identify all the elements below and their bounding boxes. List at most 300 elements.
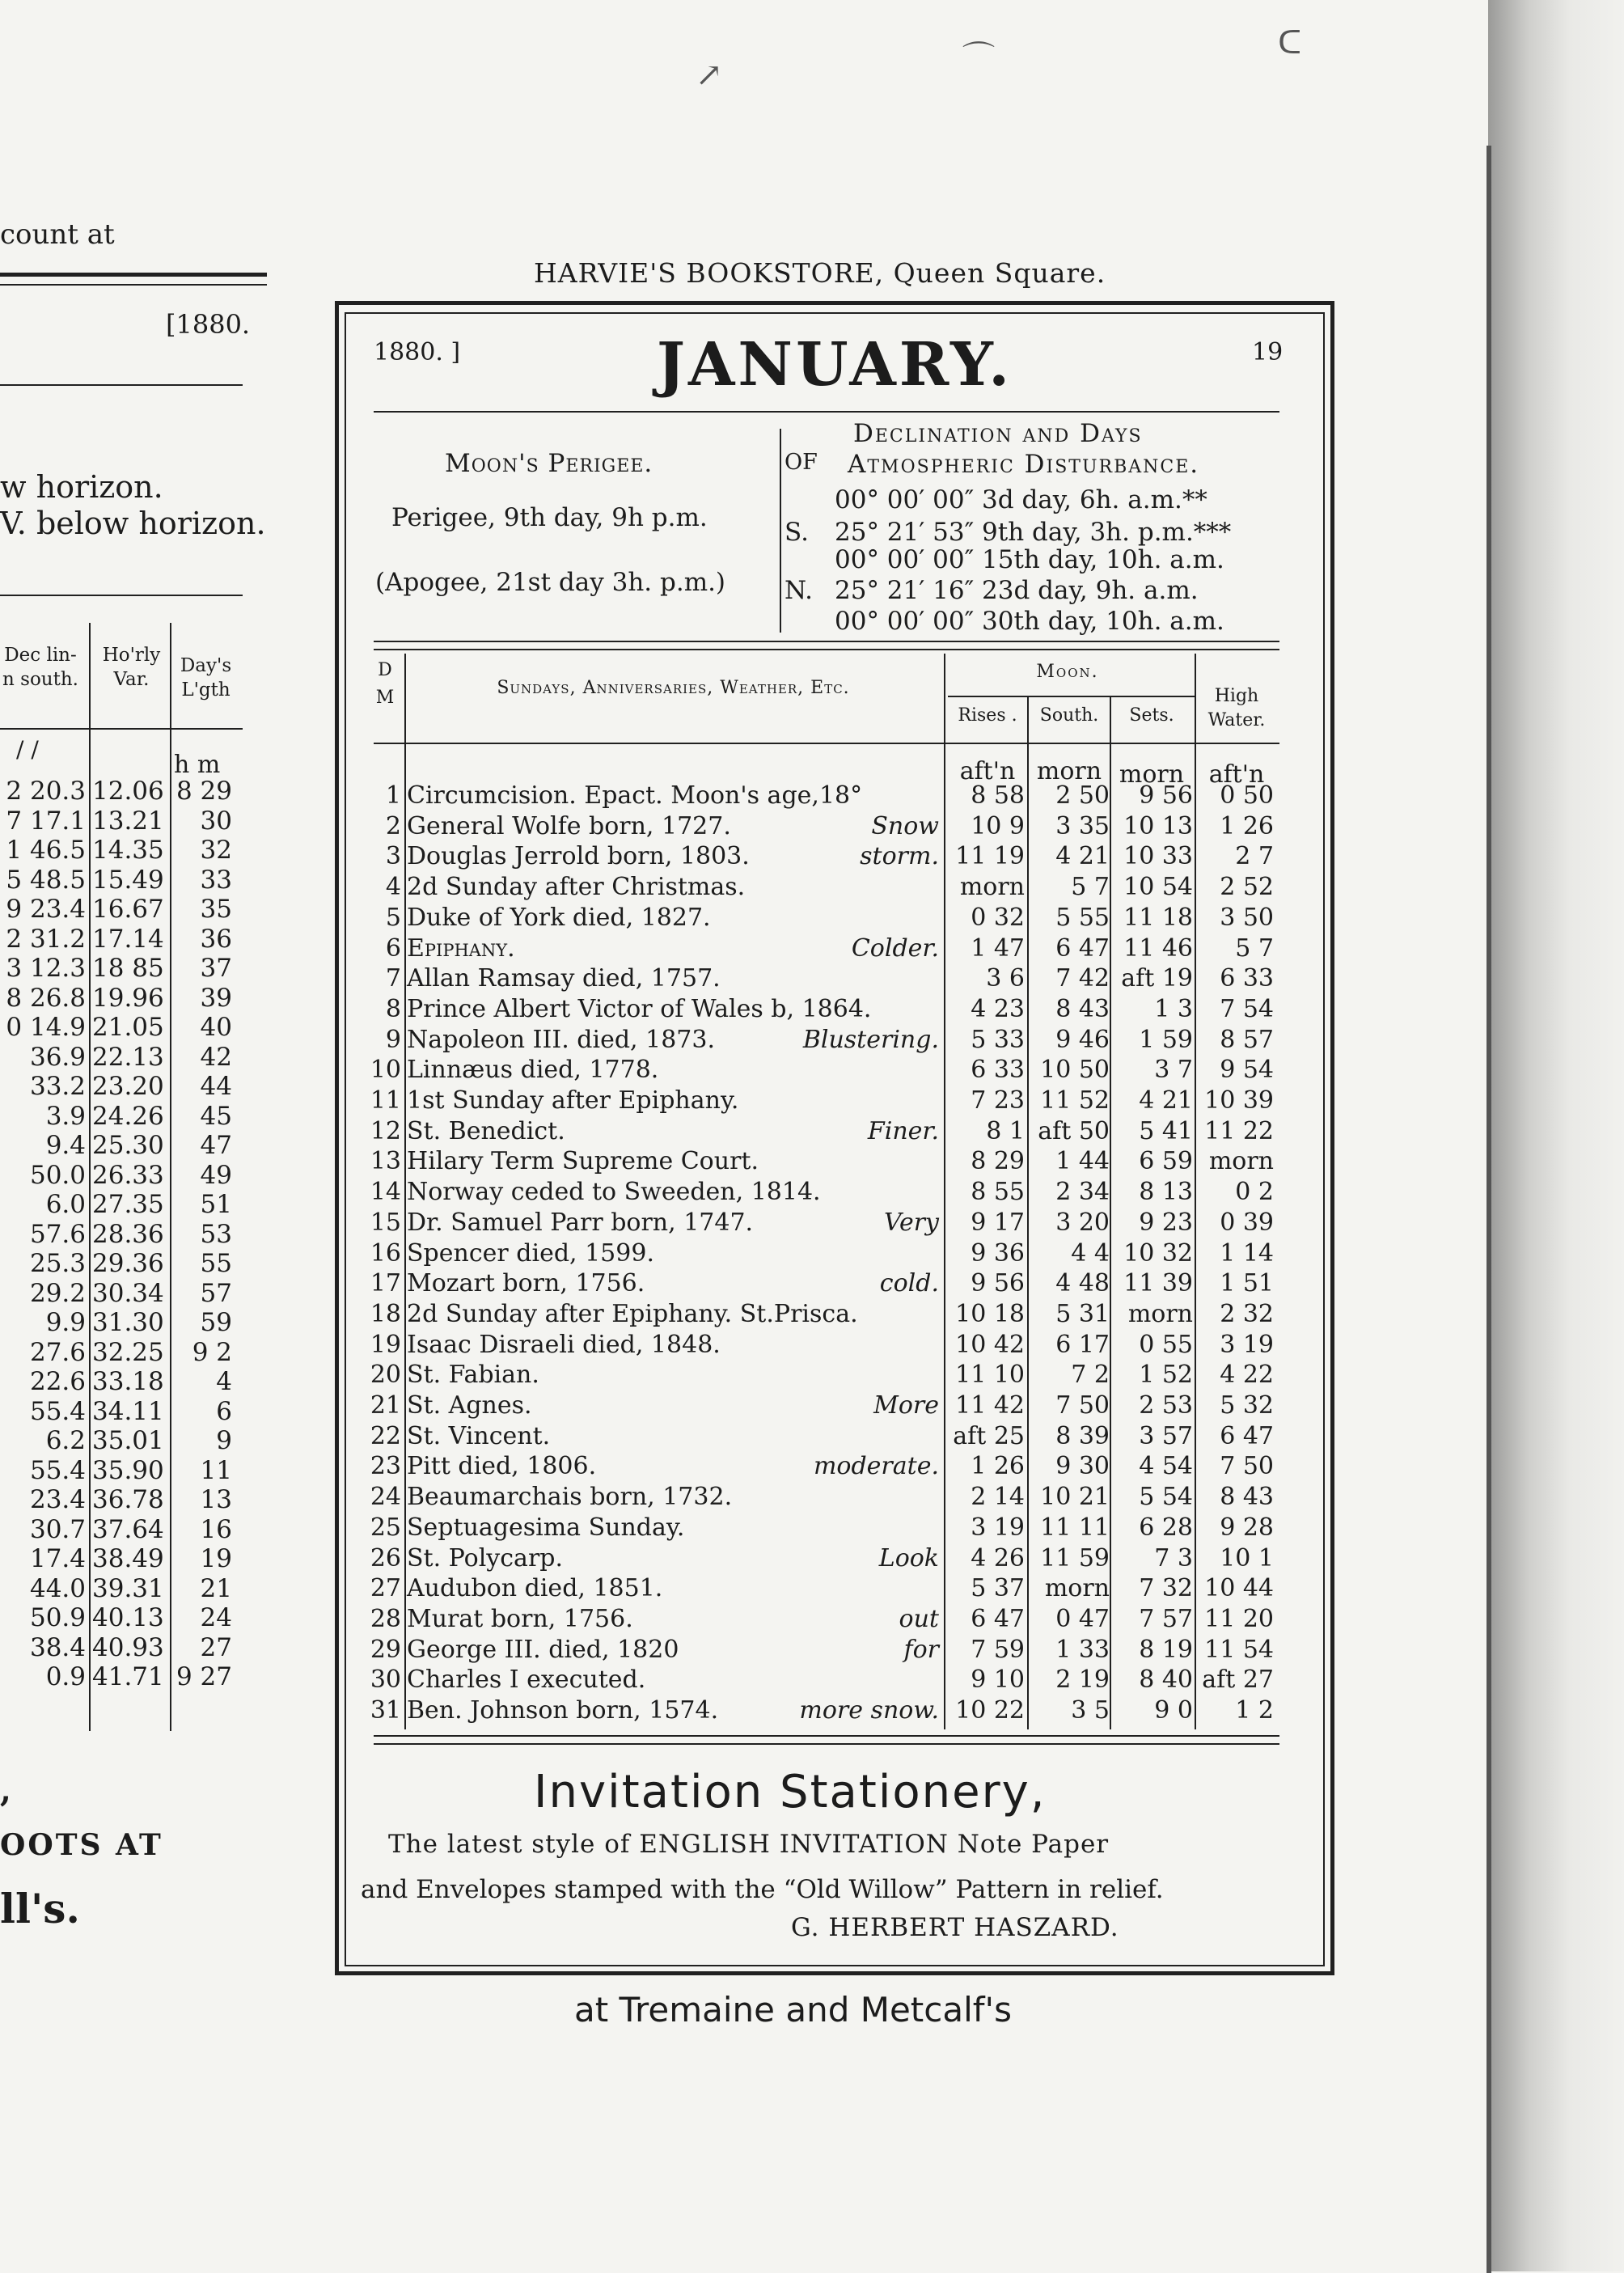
event-text: St. Vincent.: [407, 1421, 551, 1450]
calendar-row: [0, 1331, 1624, 1361]
day-number: 18: [370, 1299, 401, 1328]
moon-sets: 6 28: [1139, 1513, 1193, 1542]
moon-south: 8 39: [1055, 1421, 1110, 1450]
high-water: 10 1: [1220, 1543, 1274, 1572]
moon-south: aft 50: [1038, 1116, 1110, 1145]
weather-note: Colder.: [851, 933, 939, 963]
speck-mark: ↗: [696, 57, 723, 94]
left-days-value: 42: [200, 1042, 232, 1072]
left-days-value: 19: [200, 1544, 232, 1573]
calendar-row: [0, 781, 1624, 812]
weather-note: Very: [884, 1208, 939, 1237]
calendar-row: [0, 1208, 1624, 1239]
moon-sets: morn: [1127, 1299, 1193, 1328]
left-header-rule: [0, 384, 243, 386]
event-text: Beaumarchais born, 1732.: [407, 1483, 733, 1512]
left-days-value: 55: [200, 1249, 232, 1278]
calendar-row: [0, 1696, 1624, 1727]
moon-rises: 5 37: [971, 1574, 1025, 1603]
event-text: St. Fabian.: [407, 1361, 539, 1390]
moon-rises: 7 23: [971, 1086, 1025, 1115]
high-water: 11 20: [1204, 1604, 1274, 1633]
event-text: Hilary Term Supreme Court.: [407, 1147, 759, 1176]
calendar-row: [0, 1178, 1624, 1208]
col-header-high-water: High Water.: [1207, 686, 1266, 730]
day-number: 21: [370, 1391, 401, 1420]
left-decl-value: 33.2: [29, 1072, 86, 1101]
left-hourly-value: 26.33: [92, 1160, 164, 1190]
moon-south: 4 4: [1071, 1238, 1110, 1268]
left-days-value: 39: [200, 983, 232, 1013]
moon-sets: 1 52: [1139, 1361, 1193, 1390]
moon-rises: 3 19: [971, 1513, 1025, 1542]
event-text: Norway ceded to Sweeden, 1814.: [407, 1178, 821, 1207]
moon-rises: 1 47: [971, 933, 1025, 963]
high-water: 6 47: [1220, 1421, 1274, 1450]
left-decl-value: 17.4: [29, 1544, 86, 1573]
moon-south: 5 55: [1055, 903, 1110, 932]
moon-south: 7 2: [1071, 1361, 1110, 1390]
declination-line: 00° 00′ 00″ 30th day, 10h. a.m.: [835, 607, 1224, 636]
calendar-row: [0, 1574, 1624, 1605]
speck-mark: ᑕ: [1278, 24, 1302, 61]
moon-south: 11 52: [1040, 1086, 1110, 1115]
high-water: 3 19: [1220, 1330, 1274, 1359]
left-days-value: 6: [216, 1396, 232, 1426]
moon-rises: 9 36: [971, 1238, 1025, 1268]
left-col-header-days: Day's L'gth: [180, 655, 232, 701]
declination-line: 25° 21′ 53″ 9th day, 3h. p.m.***: [835, 518, 1232, 547]
calendar-row: [0, 1300, 1624, 1331]
event-text: Ben. Johnson born, 1574.: [407, 1696, 719, 1725]
high-water: 1 51: [1220, 1269, 1274, 1298]
day-number: 30: [370, 1666, 401, 1695]
info-divider: [780, 429, 781, 633]
high-water: 0 2: [1235, 1178, 1274, 1207]
event-text: Duke of York died, 1827.: [407, 903, 711, 932]
high-water: 3 50: [1220, 903, 1274, 932]
day-number: 9: [385, 1025, 401, 1054]
left-decl-value: 6.2: [45, 1426, 86, 1455]
left-decl-value: 23.4: [29, 1485, 86, 1514]
event-text: 1st Sunday after Epiphany.: [407, 1086, 739, 1115]
moon-sets: 10 33: [1123, 842, 1193, 871]
moon-sets: 5 54: [1139, 1483, 1193, 1512]
high-water: 7 54: [1220, 994, 1274, 1023]
moon-south: 4 48: [1055, 1269, 1110, 1298]
left-ad-fragment-2: OOTS AT: [0, 1828, 163, 1862]
moon-sets: 6 59: [1139, 1147, 1193, 1176]
day-number: 16: [370, 1238, 401, 1268]
left-hourly-value: 40.13: [92, 1603, 164, 1632]
table-bottom-rule-1: [374, 1735, 1279, 1737]
moon-south: 1 44: [1055, 1147, 1110, 1176]
left-hourly-value: 16.67: [92, 895, 164, 924]
moon-rises: 1 26: [971, 1452, 1025, 1481]
left-decl-value: 9 23.4: [6, 895, 86, 924]
moon-sets: 9 23: [1139, 1208, 1193, 1237]
weather-note: Finer.: [867, 1116, 939, 1145]
left-hourly-value: 24.26: [92, 1101, 164, 1131]
left-decl-value: 9.4: [45, 1131, 86, 1160]
weather-note: storm.: [860, 842, 939, 871]
event-text: Dr. Samuel Parr born, 1747.: [407, 1208, 754, 1237]
left-hourly-value: 22.13: [92, 1042, 164, 1072]
moon-sets: 1 59: [1139, 1025, 1193, 1054]
high-water: 7 50: [1220, 1452, 1274, 1481]
unit-south: morn: [1036, 757, 1102, 785]
event-text: Napoleon III. died, 1873.: [407, 1025, 716, 1054]
left-hourly-value: 36.78: [92, 1485, 164, 1514]
weather-note: for: [903, 1635, 939, 1664]
weather-note: out: [899, 1604, 939, 1633]
left-decl-value: 5 48.5: [6, 865, 86, 895]
moon-sets: 11 46: [1123, 933, 1193, 963]
calendar-row: [0, 1026, 1624, 1056]
moon-rises: 9 10: [971, 1666, 1025, 1695]
high-water: 2 7: [1235, 842, 1274, 871]
moon-sets: 0 55: [1139, 1330, 1193, 1359]
moon-sets: 7 57: [1139, 1604, 1193, 1633]
moon-sets: 8 13: [1139, 1178, 1193, 1207]
day-number: 15: [370, 1208, 401, 1237]
moon-south: morn: [1044, 1574, 1110, 1603]
moon-sets: 4 21: [1139, 1086, 1193, 1115]
calendar-row: [0, 1513, 1624, 1544]
declination-line: 00° 00′ 00″ 3d day, 6h. a.m.**: [835, 485, 1207, 514]
left-inner-rule: [0, 284, 267, 286]
left-hourly-value: 37.64: [92, 1514, 164, 1544]
day-number: 6: [385, 933, 401, 963]
left-days-value: 57: [200, 1278, 232, 1308]
high-water: 11 22: [1204, 1116, 1274, 1145]
moon-sets: 11 18: [1123, 903, 1193, 932]
left-decl-value: 2 20.3: [6, 777, 86, 806]
high-water: 0 50: [1220, 781, 1274, 810]
left-hourly-value: 12.06: [92, 777, 164, 806]
calendar-row: [0, 1086, 1624, 1117]
day-number: 2: [385, 811, 401, 840]
calendar-row: [0, 1483, 1624, 1513]
left-hourly-value: 19.96: [92, 983, 164, 1013]
calendar-row: [0, 1056, 1624, 1086]
calendar-row: [0, 1117, 1624, 1148]
left-hourly-value: 18 85: [92, 954, 164, 983]
weather-note: more snow.: [799, 1696, 939, 1725]
left-hourly-value: 39.31: [92, 1573, 164, 1603]
moon-sets: 9 56: [1139, 781, 1193, 810]
high-water: 2 32: [1220, 1299, 1274, 1328]
calendar-row: [0, 1666, 1624, 1696]
moon-sets: 8 19: [1139, 1635, 1193, 1664]
left-decl-value: 50.0: [29, 1160, 86, 1190]
event-text: Douglas Jerrold born, 1803.: [407, 842, 750, 871]
moon-rises: 0 32: [971, 903, 1025, 932]
left-hourly-value: 34.11: [92, 1396, 164, 1426]
calendar-row: [0, 1452, 1624, 1483]
left-days-value: 27: [200, 1632, 232, 1662]
left-decl-value: 3 12.3: [6, 954, 86, 983]
left-days-value: 36: [200, 924, 232, 954]
col-header-south: South.: [1039, 705, 1099, 726]
day-number: 1: [385, 781, 401, 810]
high-water: 9 54: [1220, 1056, 1274, 1085]
day-number: 26: [370, 1543, 401, 1572]
perigee-title: Moon's Perigee.: [445, 449, 653, 478]
left-days-value: 59: [200, 1308, 232, 1337]
high-water: 1 14: [1220, 1238, 1274, 1268]
high-water: 2 52: [1220, 873, 1274, 902]
event-text: 2d Sunday after Christmas.: [407, 873, 746, 902]
moon-south: 10 50: [1040, 1056, 1110, 1085]
day-number: 27: [370, 1574, 401, 1603]
moon-rises: 10 18: [955, 1299, 1025, 1328]
left-decl-value: 38.4: [29, 1632, 86, 1662]
left-horizon-line-2: V. below horizon.: [0, 506, 266, 541]
weather-note: Snow: [871, 811, 939, 840]
moon-south: 3 35: [1055, 811, 1110, 840]
day-number: 17: [370, 1269, 401, 1298]
left-hourly-value: 27.35: [92, 1190, 164, 1219]
left-hourly-value: 32.25: [92, 1337, 164, 1367]
left-days-value: 44: [200, 1072, 232, 1101]
moon-rises: 10 42: [955, 1330, 1025, 1359]
moon-rises: 9 56: [971, 1269, 1025, 1298]
day-number: 14: [370, 1178, 401, 1207]
left-days-value: 30: [200, 806, 232, 836]
moon-rises: morn: [959, 873, 1025, 902]
high-water: 5 32: [1220, 1391, 1274, 1420]
left-days-value: 45: [200, 1101, 232, 1131]
left-hourly-value: 31.30: [92, 1308, 164, 1337]
day-number: 10: [370, 1056, 401, 1085]
frame-bottom-outer: [335, 1971, 1334, 1975]
moon-rises: 11 10: [955, 1361, 1025, 1390]
event-text: St. Benedict.: [407, 1116, 565, 1145]
calendar-row: [0, 1636, 1624, 1666]
left-decl-value: 22.6: [29, 1367, 86, 1396]
declination-line: 00° 00′ 00″ 15th day, 10h. a.m.: [835, 545, 1224, 574]
left-hourly-value: 30.34: [92, 1278, 164, 1308]
left-page-top-text: count at: [0, 218, 115, 251]
moon-south: 5 7: [1071, 873, 1110, 902]
left-days-value: 47: [200, 1131, 232, 1160]
moon-rises: 11 19: [955, 842, 1025, 871]
left-days-value: 4: [216, 1367, 232, 1396]
left-hourly-value: 35.01: [92, 1426, 164, 1455]
left-decl-value: 0 14.9: [6, 1013, 86, 1042]
high-water: 0 39: [1220, 1208, 1274, 1237]
left-decl-value: 55.4: [29, 1455, 86, 1485]
left-days-value: 21: [200, 1573, 232, 1603]
header-bottom-rule: [374, 743, 1279, 744]
ad-line-2: and Envelopes stamped with the “Old Willow” Pattern in relief.: [361, 1875, 1164, 1904]
moon-south: 1 33: [1055, 1635, 1110, 1664]
calendar-row: [0, 1361, 1624, 1391]
moon-south: 4 21: [1055, 842, 1110, 871]
day-number: 11: [370, 1086, 401, 1115]
day-number: 29: [370, 1635, 401, 1664]
left-decl-value: 36.9: [29, 1042, 86, 1072]
calendar-row: [0, 1239, 1624, 1270]
moon-rises: 10 9: [971, 811, 1025, 840]
moon-south: 2 34: [1055, 1178, 1110, 1207]
perigee-line-1: Perigee, 9th day, 9h p.m.: [391, 503, 708, 532]
high-water: 6 33: [1220, 964, 1274, 993]
day-number: 7: [385, 964, 401, 993]
moon-sets: 7 32: [1139, 1574, 1193, 1603]
moon-south: 3 20: [1055, 1208, 1110, 1237]
day-number: 24: [370, 1483, 401, 1512]
calendar-row: [0, 1422, 1624, 1453]
calendar-row: [0, 873, 1624, 904]
col-header-moon: Moon.: [1036, 662, 1099, 682]
left-decl-value: 25.3: [29, 1249, 86, 1278]
moon-rises: 10 22: [955, 1696, 1025, 1725]
moon-sets: 10 54: [1123, 873, 1193, 902]
calendar-row: [0, 995, 1624, 1026]
event-text: Isaac Disraeli died, 1848.: [407, 1330, 721, 1359]
title-rule: [374, 411, 1279, 413]
moon-rises: 9 17: [971, 1208, 1025, 1237]
moon-south: 11 11: [1040, 1513, 1110, 1542]
moon-sets: 8 40: [1139, 1666, 1193, 1695]
declination-title-prefix: OF: [785, 450, 818, 475]
table-bottom-rule-2: [374, 1743, 1279, 1745]
moon-sets: 7 3: [1154, 1543, 1193, 1572]
high-water: aft 27: [1202, 1666, 1274, 1695]
frame-top-outer: [335, 301, 1334, 305]
high-water: 4 22: [1220, 1361, 1274, 1390]
declination-title-1: Declination and Days: [853, 419, 1143, 448]
page-number: 19: [1252, 338, 1284, 366]
col-header-sets: Sets.: [1129, 705, 1174, 726]
moon-sets: 5 41: [1139, 1116, 1193, 1145]
left-hourly-value: 25.30: [92, 1131, 164, 1160]
day-number: 31: [370, 1696, 401, 1725]
moon-rises: 8 1: [986, 1116, 1025, 1145]
moon-sets: 10 13: [1123, 811, 1193, 840]
declination-title-2: Atmospheric Disturbance.: [848, 450, 1200, 479]
weather-note: Look: [878, 1543, 939, 1572]
left-decl-value: 3.9: [45, 1101, 86, 1131]
moon-sets: aft 19: [1121, 964, 1193, 993]
event-text: Linnæus died, 1778.: [407, 1056, 659, 1085]
left-days-value: 11: [200, 1455, 232, 1485]
moon-rises: 4 26: [971, 1543, 1025, 1572]
moon-rises: 6 33: [971, 1056, 1025, 1085]
calendar-row: [0, 934, 1624, 965]
month-title: JANUARY.: [657, 330, 1013, 400]
event-text: Prince Albert Victor of Wales b, 1864.: [407, 994, 872, 1023]
calendar-row: [0, 1544, 1624, 1575]
high-water: 8 57: [1220, 1025, 1274, 1054]
unit-rises: aft'n: [959, 757, 1016, 785]
info-bottom-rule-1: [374, 641, 1279, 642]
calendar-row: [0, 1269, 1624, 1300]
left-days-value: 9 2: [192, 1337, 232, 1367]
footer-text: at Tremaine and Metcalf's: [574, 1990, 1012, 2030]
col-header-dm: D M: [375, 660, 395, 708]
day-number: 28: [370, 1604, 401, 1633]
calendar-row: [0, 1391, 1624, 1422]
left-days-value: 8 29: [176, 777, 232, 806]
left-hourly-value: 33.18: [92, 1367, 164, 1396]
left-decl-value: 9.9: [45, 1308, 86, 1337]
left-hourly-value: 41.71: [92, 1662, 164, 1691]
left-col-header-hourly: Ho'rly Var.: [102, 645, 161, 690]
declination-line-prefix: N.: [785, 576, 813, 605]
moon-rises: 4 23: [971, 994, 1025, 1023]
event-text: Epiphany.: [407, 933, 515, 963]
moon-south: 11 59: [1040, 1543, 1110, 1572]
calendar-row: [0, 1605, 1624, 1636]
weather-note: More: [873, 1391, 939, 1420]
info-bottom-rule-2: [374, 649, 1279, 650]
moon-header-rule: [948, 696, 1195, 697]
moon-rises: 3 6: [986, 964, 1025, 993]
day-number: 19: [370, 1330, 401, 1359]
left-col-header-rule: [0, 728, 243, 730]
moon-south: 2 19: [1055, 1666, 1110, 1695]
left-days-value: 32: [200, 836, 232, 865]
moon-sets: 9 0: [1154, 1696, 1193, 1725]
event-text: George III. died, 1820: [407, 1635, 679, 1664]
left-days-value: 51: [200, 1190, 232, 1219]
left-hourly-value: 35.90: [92, 1455, 164, 1485]
left-hourly-value: 23.20: [92, 1072, 164, 1101]
left-decl-value: 57.6: [29, 1219, 86, 1249]
left-days-value: 35: [200, 895, 232, 924]
left-table-top-rule: [0, 595, 243, 596]
left-days-value: 16: [200, 1514, 232, 1544]
calendar-row: [0, 1147, 1624, 1178]
speck-mark: ⌒: [962, 40, 995, 77]
left-outer-rule: [0, 273, 267, 277]
moon-rises: 8 29: [971, 1147, 1025, 1176]
left-unit-days: h m: [174, 751, 221, 779]
high-water: 10 39: [1204, 1086, 1274, 1115]
moon-rises: 8 55: [971, 1178, 1025, 1207]
moon-south: 0 47: [1055, 1604, 1110, 1633]
event-text: Septuagesima Sunday.: [407, 1513, 685, 1542]
day-number: 5: [385, 903, 401, 932]
left-days-value: 13: [200, 1485, 232, 1514]
left-decl-value: 2 31.2: [6, 924, 86, 954]
moon-sets: 11 39: [1123, 1269, 1193, 1298]
left-year-tag: [1880.: [166, 309, 251, 340]
frame-top-inner: [345, 312, 1325, 314]
ad-title: Invitation Stationery,: [534, 1766, 1047, 1818]
left-hourly-value: 14.35: [92, 836, 164, 865]
left-decl-value: 0.9: [45, 1662, 86, 1691]
left-ad-fragment-1: ,: [0, 1771, 11, 1810]
event-text: Allan Ramsay died, 1757.: [407, 964, 721, 993]
weather-note: moderate.: [813, 1452, 939, 1481]
perigee-line-2: (Apogee, 21st day 3h. p.m.): [375, 568, 726, 597]
unit-high-water: aft'n: [1208, 760, 1265, 789]
day-number: 8: [385, 994, 401, 1023]
left-decl-value: 27.6: [29, 1337, 86, 1367]
day-number: 13: [370, 1147, 401, 1176]
moon-sets: 3 7: [1154, 1056, 1193, 1085]
event-text: St. Polycarp.: [407, 1543, 564, 1572]
moon-rises: 6 47: [971, 1604, 1025, 1633]
moon-sets: 3 57: [1139, 1421, 1193, 1450]
event-text: General Wolfe born, 1727.: [407, 811, 731, 840]
high-water: 8 43: [1220, 1483, 1274, 1512]
day-number: 23: [370, 1452, 401, 1481]
